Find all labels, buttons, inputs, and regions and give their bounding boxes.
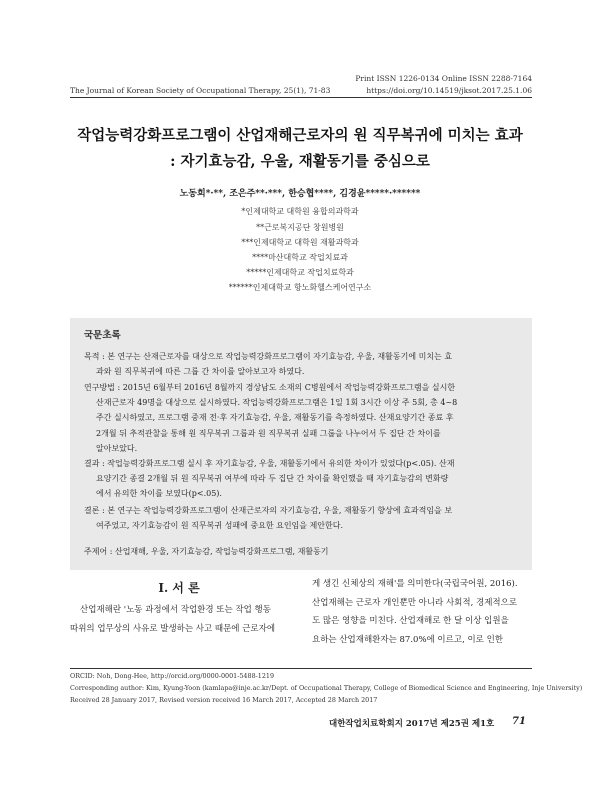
doi-line: https://doi.org/10.14519/jksot.2017.25.1.06 bbox=[366, 86, 532, 95]
footnote-corresponding-author: Corresponding author: Kim, Kyung-Yoon (kamlapa@inje.ac.kr/Dept. of Occupational Therapy, College of Biomedical Science and Engineering, Inje University) bbox=[70, 684, 583, 692]
korean-abstract-box bbox=[70, 318, 532, 570]
journal-citation: The Journal of Korean Society of Occupational Therapy, 25(1), 71-83 bbox=[70, 86, 331, 95]
author-list: 노동희*·**, 조은주**·***, 한승협****, 김경윤*****·****** bbox=[179, 189, 421, 199]
affiliation: **근로복지공단 창원병원 bbox=[256, 223, 344, 232]
page-number: 71 bbox=[512, 716, 526, 727]
paper-title-line1: 작업능력강화프로그램이 산업재해근로자의 원 직무복귀에 미치는 효과 bbox=[77, 127, 523, 144]
paper-title-line2: : 자기효능감, 우울, 재활동기를 중심으로 bbox=[170, 153, 430, 170]
abstract-title: 국문초록 bbox=[84, 330, 121, 341]
affiliation: ******인제대학교 항노화헬스케어연구소 bbox=[228, 283, 372, 292]
issn-line: Print ISSN 1226-0134 Online ISSN 2288-7164 bbox=[355, 74, 532, 83]
footer-journal: 대한작업치료학회지 2017년 제25권 제1호 bbox=[329, 719, 495, 729]
affiliation: ****마산대학교 작업치료과 bbox=[252, 253, 348, 262]
abstract-purpose: 목적 : 본 연구는 산재근로자를 대상으로 작업능력강화프로그램이 자기효능감, 우울, 재활동기에 미치는 효 과와 원 직무복귀에 따른 그룹 간 차이를 알아보고자 하였다. bbox=[84, 352, 453, 377]
body-column-right: 게 생긴 신체상의 재해'를 의미한다(국립국어원, 2016). 산업재해는 근로자 개인뿐만 아니라 사회적, 경제적으로 도 많은 영향을 미친다. 산업재해로 한 달 이상 입원을 요하는 산업재해환자는 87.0%에 이르고, 이로 인한 bbox=[312, 579, 518, 645]
header-rule bbox=[70, 97, 532, 98]
footnote-orcid: ORCID: Noh, Dong-Hee, http://orcid.org/0000-0001-5488-1219 bbox=[70, 672, 275, 680]
abstract-methods: 연구방법 : 2015년 6월부터 2016년 8월까지 경상남도 소재의 C병원에서 작업능력강화프로그램을 실시한 산재근로자 49명을 대상으로 실시하였다. 작업능력강화프로그램은 1일 1회 3시간 이상 주 5회, 총 4~8 주간 실시하였고, 프로그램 중재 전·후 자기효능감, 우울, 재활동기를 측정하였다. 산재요양기간 종료 후 2개월 뒤 추적관찰을 통해 원 직무복귀 그룹과 원 직무복귀 실패 그룹을 나누어서 두 집단 간 차이를 알아보았다. bbox=[84, 383, 458, 453]
affiliation: *****인제대학교 작업치료학과 bbox=[246, 268, 354, 277]
footnote-received-dates: Received 28 January 2017, Revised version received 16 March 2017, Accepted 28 March 2017 bbox=[70, 696, 378, 704]
footnote-rule bbox=[70, 668, 532, 669]
section-heading-introduction: Ⅰ. 서 론 bbox=[158, 581, 200, 595]
abstract-results: 결과 : 작업능력강화프로그램 실시 후 자기효능감, 우울, 재활동기에서 유의한 차이가 있었다(p<.05). 산재 요양기간 종결 2개월 뒤 원 직무복귀 여부에 따라 두 집단 간 차이를 확인했을 때 자기효능감의 변화량 에서 유의한 차이를 보였다(p<.05). bbox=[84, 459, 455, 499]
affiliation: *인제대학교 대학원 융합의과학과 bbox=[241, 207, 359, 216]
affiliation: ***인제대학교 대학원 재활과학과 bbox=[241, 238, 359, 247]
abstract-conclusion: 결론 : 본 연구는 작업능력강화프로그램이 산재근로자의 자기효능감, 우울, 재활동기 향상에 효과적임을 보 여주었고, 자기효능감이 원 직무복귀 성패에 중요한 요인임을 제안한다. bbox=[84, 506, 453, 531]
body-column-left: 산업재해란 '노동 과정에서 작업환경 또는 작업 행동 따위의 업무상의 사유로 발생하는 사고 때문에 근로자에 bbox=[70, 605, 276, 634]
abstract-keywords: 주제어 : 산업재해, 우울, 자기효능감, 작업능력강화프로그램, 재활동기 bbox=[84, 547, 329, 556]
